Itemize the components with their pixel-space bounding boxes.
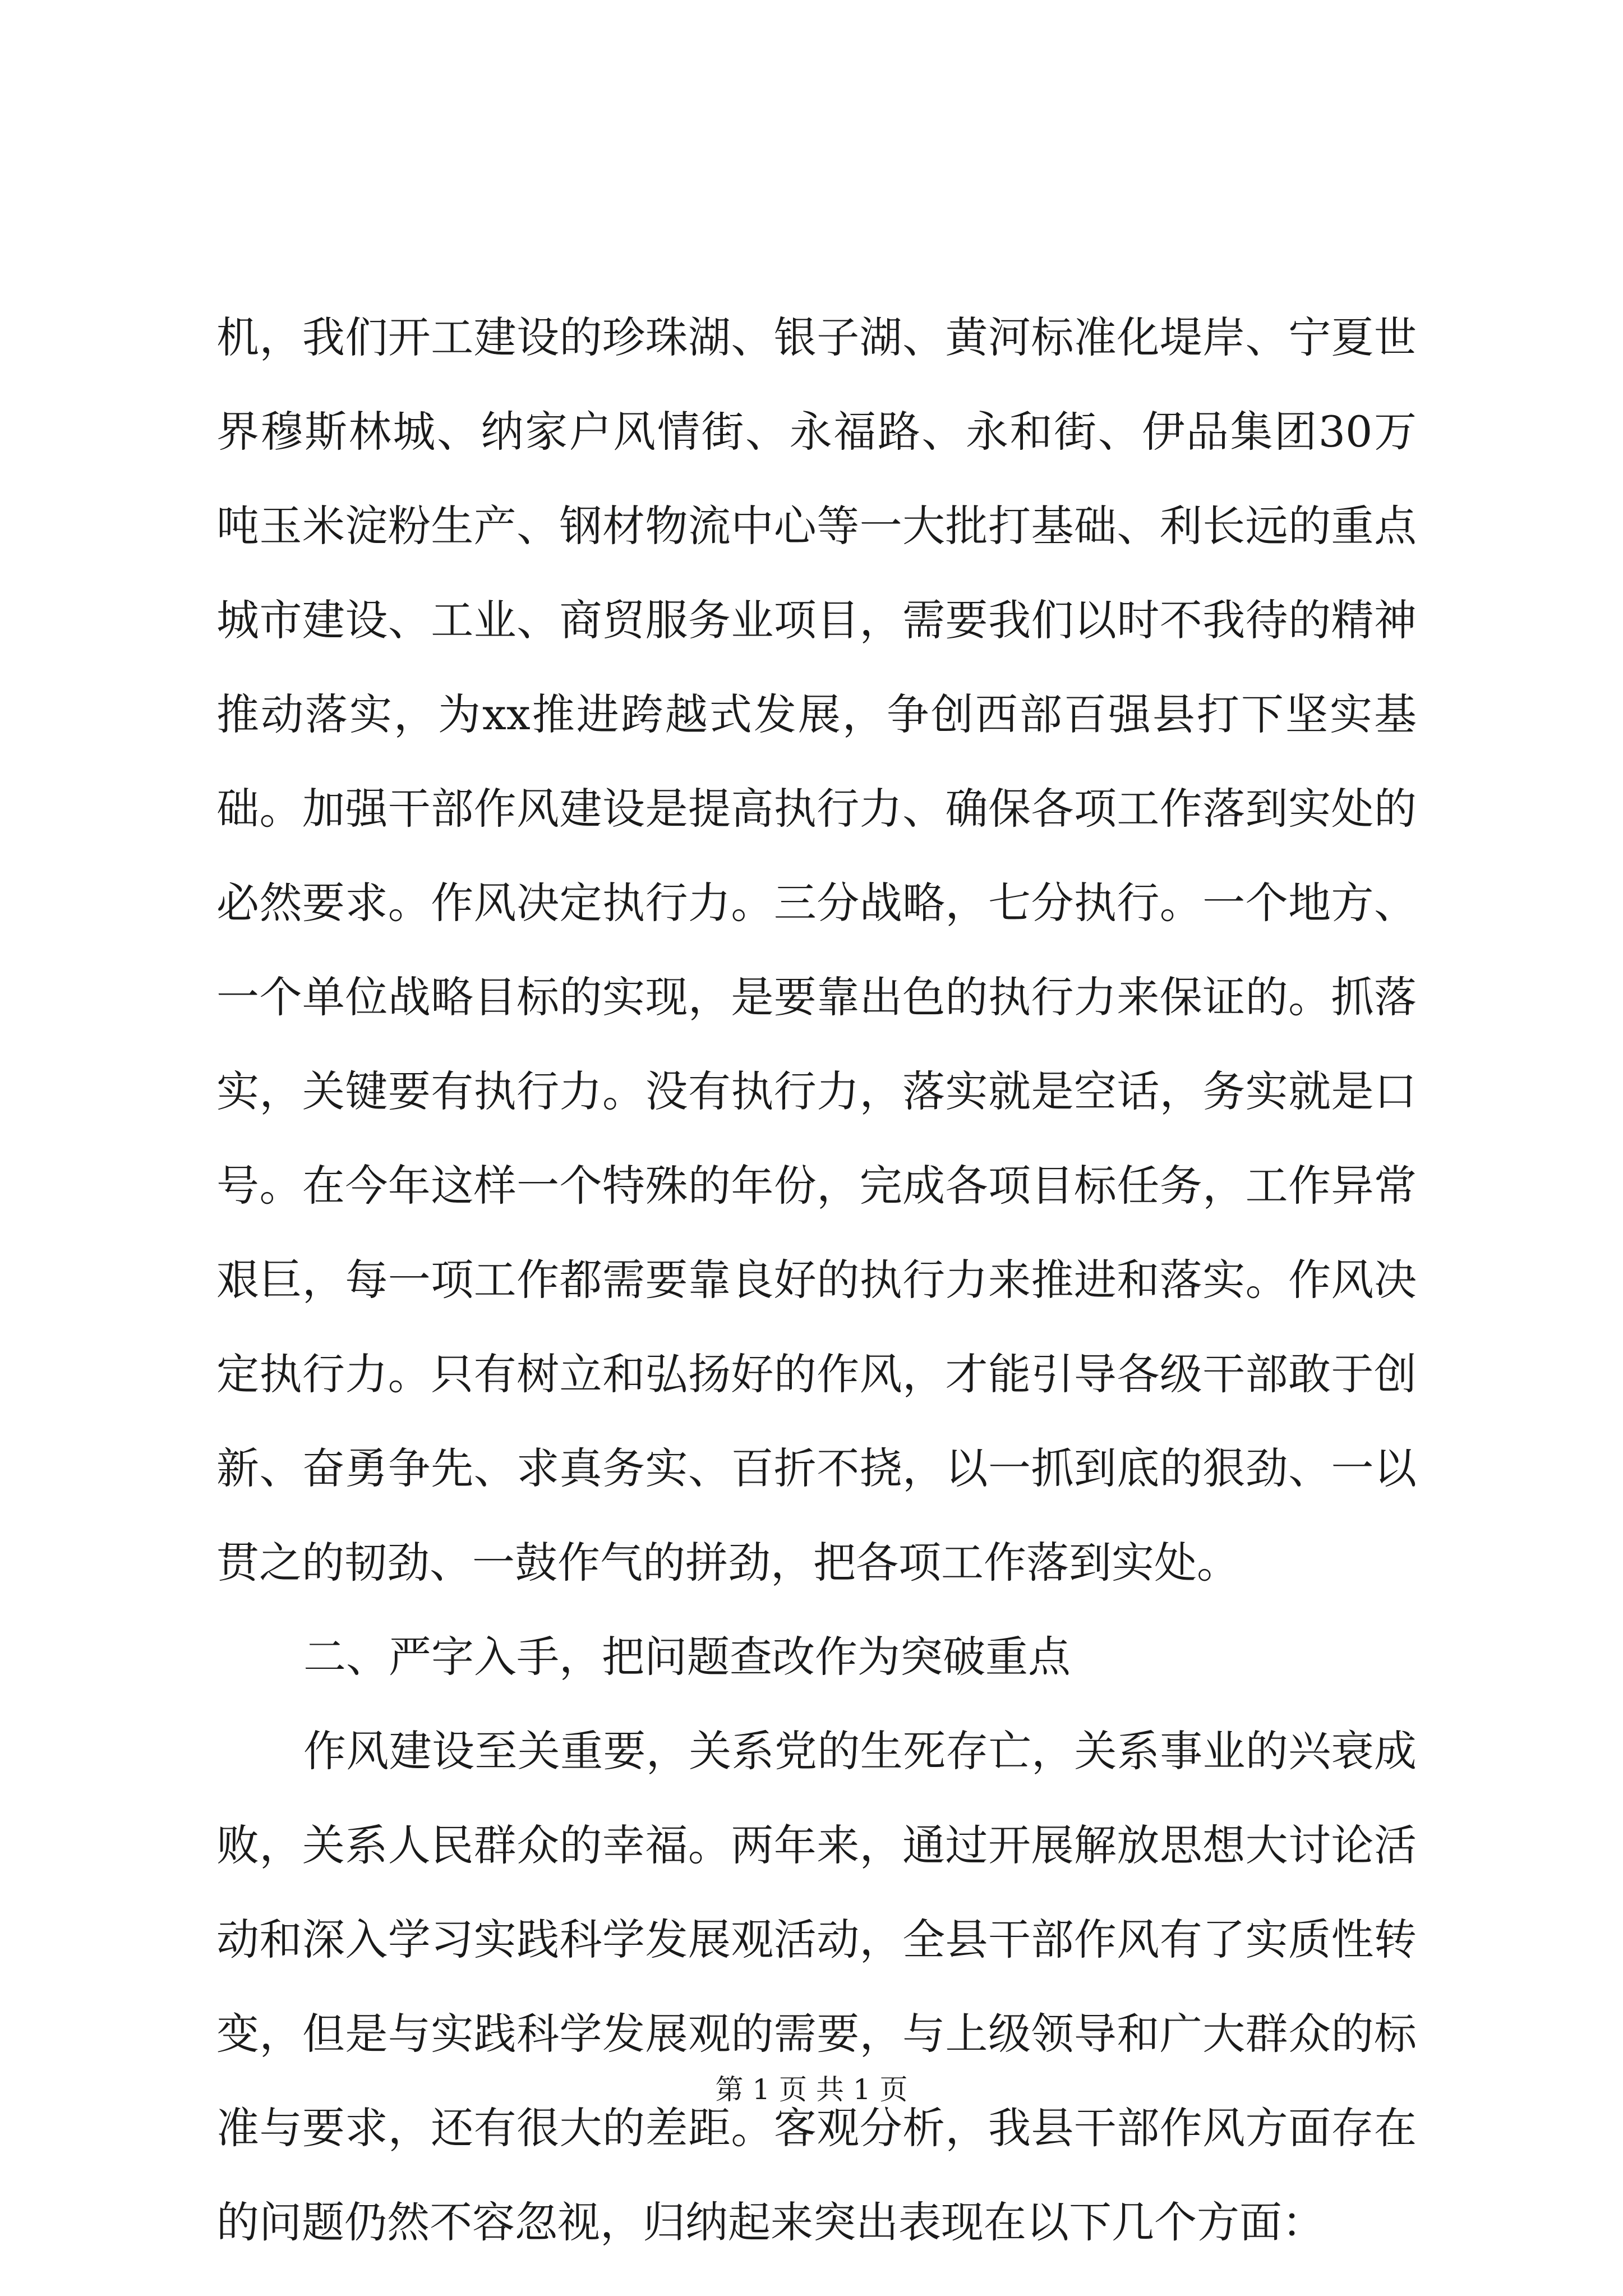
document-body [216,291,1417,2270]
paragraph-line: 吨玉米淀粉生产、钢材物流中心等一大批打基础、利长远的重点 [216,501,1417,551]
paragraph-line: 动和深入学习实践科学发展观活动，全县干部作风有了实质性转 [216,1915,1417,1964]
paragraph-line: 实，关键要有执行力。没有执行力，落实就是空话，务实就是口 [216,1066,1417,1116]
paragraph-line: 准与要求，还有很大的差距。客观分析，我县干部作风方面存在 [216,2103,1417,2153]
paragraph-line: 贯之的韧劲、一鼓作气的拼劲，把各项工作落到实处。 [216,1538,1239,1588]
paragraph-line: 的问题仍然不容忽视，归纳起来突出表现在以下几个方面： [216,2197,1325,2247]
paragraph-line: 定执行力。只有树立和弘扬好的作风，才能引导各级干部敢于创 [216,1349,1417,1399]
paragraph-line: 作风建设至关重要，关系党的生死存亡，关系事业的兴衰成 [303,1726,1417,1776]
paragraph-line: 号。在今年这样一个特殊的年份，完成各项目标任务，工作异常 [216,1161,1417,1211]
paragraph-line: 推动落实，为xx推进跨越式发展，争创西部百强县打下坚实基 [216,689,1417,739]
paragraph-line: 界穆斯林城、纳家户风情街、永福路、永和街、伊品集团30万 [216,407,1417,457]
paragraph-line: 败，关系人民群众的幸福。两年来，通过开展解放思想大讨论活 [216,1820,1417,1870]
paragraph-line: 新、奋勇争先、求真务实、百折不挠，以一抓到底的狠劲、一以 [216,1443,1417,1493]
paragraph-line: 艰巨，每一项工作都需要靠良好的执行力来推进和落实。作风决 [216,1255,1417,1305]
page-footer: 第 1 页 共 1 页 [715,2073,908,2106]
paragraph-line: 础。加强干部作风建设是提高执行力、确保各项工作落到实处的 [216,784,1417,834]
paragraph-line: 必然要求。作风决定执行力。三分战略，七分执行。一个地方、 [216,878,1417,928]
paragraph-line: 城市建设、工业、商贸服务业项目，需要我们以时不我待的精神 [216,595,1417,645]
paragraph-line: 一个单位战略目标的实现，是要靠出色的执行力来保证的。抓落 [216,972,1417,1022]
paragraph-line: 变，但是与实践科学发展观的需要，与上级领导和广大群众的标 [216,2009,1417,2059]
paragraph-line: 机，我们开工建设的珍珠湖、银子湖、黄河标准化堤岸、宁夏世 [216,312,1417,362]
section-heading: 二、严字入手，把问题查改作为突破重点 [303,1632,1071,1682]
